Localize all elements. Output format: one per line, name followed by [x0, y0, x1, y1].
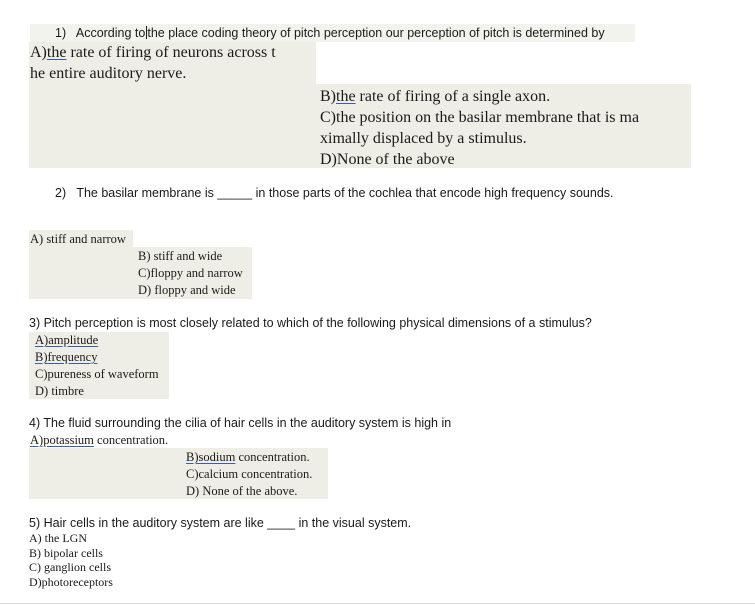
q2-option-d: D) floppy and wide [138, 283, 236, 297]
q1-option-a-underlined: the [46, 44, 67, 61]
q5-option-b: B) bipolar cells [29, 545, 103, 560]
q4-stem: 4) The fluid surrounding the cilia of hair cells in the auditory system is high in [29, 416, 452, 430]
q1-option-c-line1: C)the position on the basilar membrane that is ma [320, 109, 640, 126]
q5-option-d: D)photoreceptors [29, 574, 113, 589]
q5-option-a: A) the LGN [29, 531, 87, 545]
q1-number: 1) [55, 26, 67, 40]
q2-blank: _____ [217, 186, 253, 200]
q2-option-a: A) stiff and narrow [30, 232, 126, 246]
q3-option-b: B)frequency [35, 350, 98, 364]
q2-number: 2) [55, 186, 67, 200]
q2-option-b: B) stiff and wide [138, 249, 223, 263]
q5-stem: 5) Hair cells in the auditory system are like ____ in the visual system. [29, 516, 412, 530]
q3-option-d: D) timbre [35, 384, 84, 398]
q1-stem-after: the place coding theory of pitch perception our perception of pitch is determined by [147, 26, 605, 40]
page-bottom-border [0, 603, 755, 604]
q4-option-b-underlined: B)sodium [186, 450, 236, 464]
q1-option-a-line2: he entire auditory nerve. [30, 65, 187, 82]
q4-option-d: D) None of the above. [186, 484, 298, 498]
q4-option-a: A)potassium concentration. [30, 433, 169, 447]
q3-stem: 3) Pitch perception is most closely related to which of the following physical dimensions of a stimulus? [29, 316, 592, 330]
q1-stem [55, 26, 605, 40]
q5-blank: ____ [267, 516, 296, 530]
q1-option-c-line2: ximally displaced by a stimulus. [320, 130, 527, 147]
q4-option-c: C)calcium concentration. [186, 467, 313, 481]
q3-option-a: A)amplitude [35, 333, 99, 347]
q1-stem-before: According to [75, 26, 146, 40]
q1-option-b: B)the rate of firing of a single axon. [320, 88, 551, 105]
q3-option-c: C)pureness of waveform [35, 367, 159, 381]
q4-option-a-underlined: A)potassium [30, 433, 94, 447]
q4-option-b: B)sodium concentration. [186, 450, 310, 464]
q1-option-a-line1: A)the rate of firing of neurons across t [30, 44, 276, 61]
q2-stem: 2) The basilar membrane is _____ in those parts of the cochlea that encode high frequency sounds. [55, 186, 614, 200]
q5-option-c: C) ganglion cells [29, 560, 111, 574]
q1-option-d: D)None of the above [320, 151, 455, 168]
q5-options [29, 531, 113, 589]
q2-option-c: C)floppy and narrow [138, 266, 243, 280]
q1-option-b-underlined: the [336, 88, 356, 105]
